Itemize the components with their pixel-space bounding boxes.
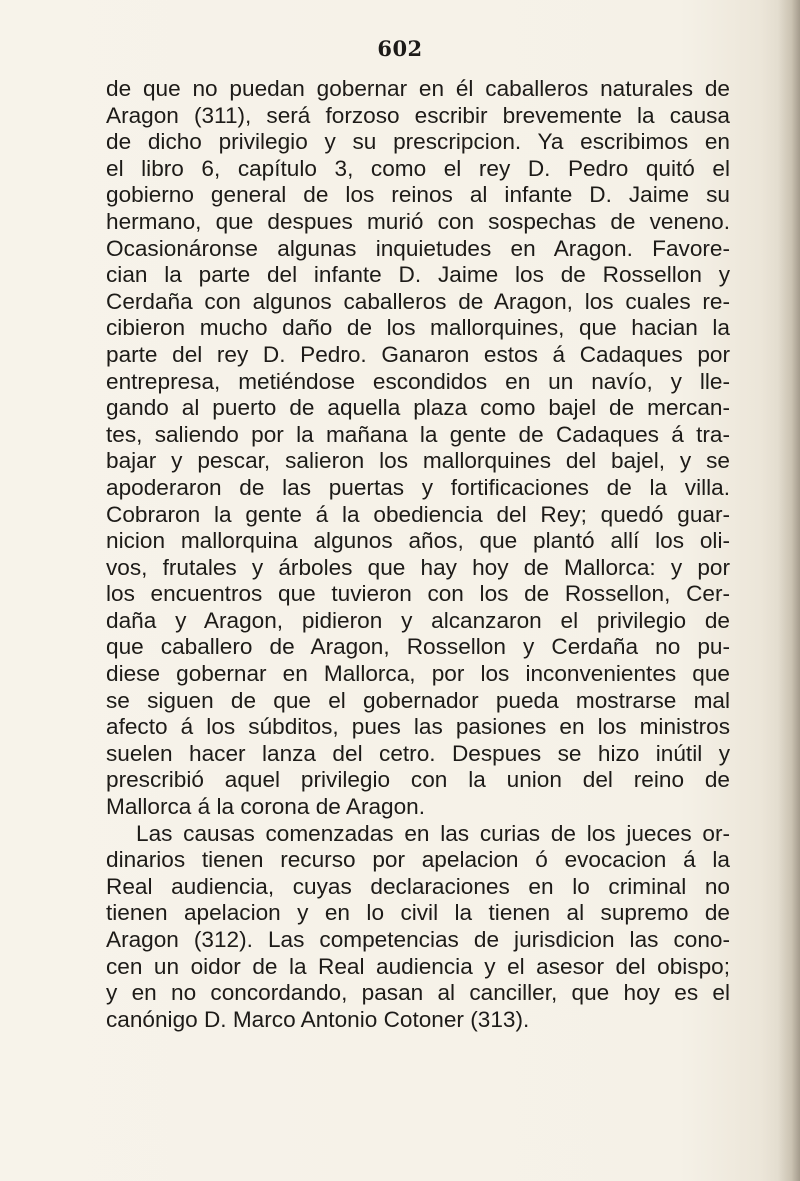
text-line: suelen hacer lanza del cetro. Despues se hizo inútil y — [106, 740, 730, 766]
text-line: nicion mallorquina algunos años, que plantó allí los oli- — [106, 528, 730, 554]
text-line: gando al puerto de aquella plaza como bajel de mercan- — [106, 395, 730, 421]
text-line: gobierno general de los reinos al infante D. Jaime su — [106, 182, 730, 208]
text-line: entrepresa, metiéndose escondidos en un navío, y lle- — [106, 368, 730, 394]
text-line: Ocasionáronse algunas inquietudes en Aragon. Favore- — [106, 235, 730, 261]
text-line: de que no puedan gobernar en él caballeros naturales de — [106, 76, 730, 101]
page-edge-shadow — [778, 0, 800, 1181]
text-line: hermano, que despues murió con sospechas de veneno. — [106, 208, 730, 234]
text-line: Cerdaña con algunos caballeros de Aragon, los cuales re- — [106, 288, 730, 314]
text-line: dinarios tienen recurso por apelacion ó evocacion á la — [106, 847, 730, 873]
text-line: y en no concordando, pasan al canciller, que hoy es el — [106, 980, 730, 1006]
text-line: apoderaron de las puertas y fortificaciones de la villa. — [106, 474, 730, 500]
text-line: Aragon (311), será forzoso escribir brevemente la causa — [106, 102, 730, 128]
text-line: afecto á los súbditos, pues las pasiones en los ministros — [106, 714, 730, 740]
body-text — [106, 76, 730, 1033]
text-line: diese gobernar en Mallorca, por los inconvenientes que — [106, 661, 730, 687]
text-line: que caballero de Aragon, Rossellon y Cerdaña no pu- — [106, 634, 730, 660]
text-line-paragraph-start: Las causas comenzadas en las curias de los jueces or- — [136, 820, 730, 846]
text-line: Real audiencia, cuyas declaraciones en lo criminal no — [106, 873, 730, 899]
text-line: tienen apelacion y en lo civil la tienen al supremo de — [106, 900, 730, 926]
text-line: Aragon (312). Las competencias de jurisdicion las cono- — [106, 927, 730, 952]
text-line: cen un oidor de la Real audiencia y el asesor del obispo; — [106, 953, 730, 979]
text-line: daña y Aragon, pidieron y alcanzaron el privilegio de — [106, 607, 730, 633]
text-line: bajar y pescar, salieron los mallorquines del bajel, y se — [106, 448, 730, 474]
text-line: se siguen de que el gobernador pueda mostrarse mal — [106, 687, 730, 713]
text-line: cibieron mucho daño de los mallorquines, que hacian la — [106, 315, 730, 341]
text-line: el libro 6, capítulo 3, como el rey D. Pedro quitó el — [106, 155, 730, 181]
text-line: parte del rey D. Pedro. Ganaron estos á Cadaques por — [106, 341, 730, 367]
text-line-paragraph-end: Mallorca á la corona de Aragon. — [106, 794, 426, 820]
text-line: tes, saliendo por la mañana la gente de Cadaques á tra- — [106, 421, 730, 447]
page-number: 602 — [377, 36, 423, 61]
text-line: de dicho privilegio y su prescripcion. Ya escribimos en — [106, 129, 730, 155]
text-line: cian la parte del infante D. Jaime los de Rossellon y — [106, 262, 730, 288]
text-line-paragraph-end: canónigo D. Marco Antonio Cotoner (313). — [106, 1006, 530, 1032]
text-line: vos, frutales y árboles que hay hoy de Mallorca: y por — [106, 554, 730, 580]
text-line: los encuentros que tuvieron con los de Rossellon, Cer- — [106, 581, 730, 607]
text-line: Cobraron la gente á la obediencia del Rey; quedó guar- — [106, 501, 730, 527]
text-line: prescribió aquel privilegio con la union del reino de — [106, 767, 730, 793]
